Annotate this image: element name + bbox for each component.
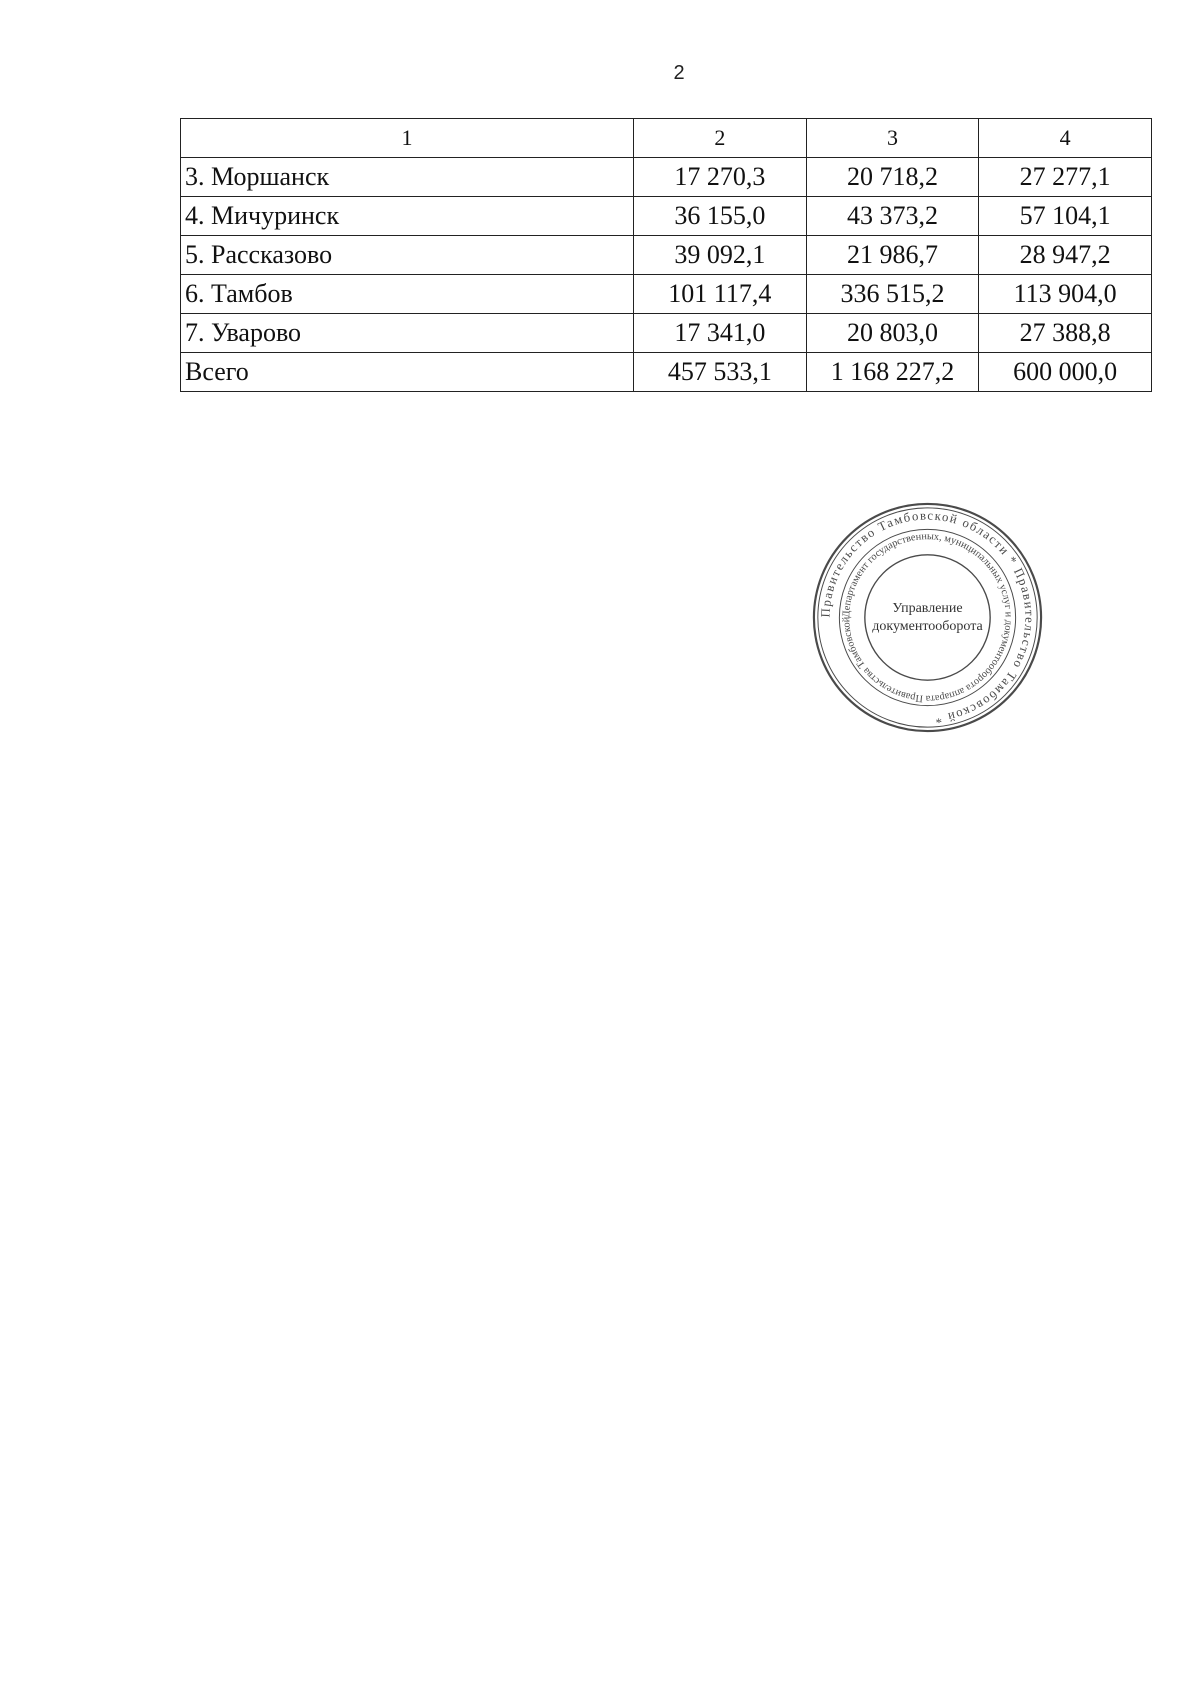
- table-cell-total-value: 1 168 227,2: [806, 353, 979, 392]
- page-number: 2: [673, 62, 685, 84]
- table-header-cell: 1: [181, 119, 634, 158]
- table-header-row: [181, 119, 1152, 158]
- stamp-center-line2: документооборота: [872, 618, 983, 634]
- table-cell-city: 4. Мичуринск: [181, 197, 634, 236]
- table-cell-value: 43 373,2: [806, 197, 979, 236]
- table-cell-value: 101 117,4: [633, 275, 806, 314]
- table-cell-total-value: 600 000,0: [979, 353, 1152, 392]
- table-total-row: [181, 353, 1152, 392]
- table-cell-value: 20 803,0: [806, 314, 979, 353]
- table-header-cell: 2: [633, 119, 806, 158]
- table-cell-value: 336 515,2: [806, 275, 979, 314]
- table-cell-city: 3. Моршанск: [181, 158, 634, 197]
- table-cell-value: 39 092,1: [633, 236, 806, 275]
- table-cell-value: 113 904,0: [979, 275, 1152, 314]
- table-cell-value: 27 277,1: [979, 158, 1152, 197]
- table-row: [181, 158, 1152, 197]
- stamp-center-line1: Управление: [892, 600, 963, 616]
- table-cell-value: 57 104,1: [979, 197, 1152, 236]
- table-cell-city: 6. Тамбов: [181, 275, 634, 314]
- stamp-inner-text: Департамент государственных, муниципальных услуг и документооборота аппарата Правительства Тамбовской: [841, 531, 1014, 704]
- table-cell-city: 7. Уварово: [181, 314, 634, 353]
- table-header-cell: 3: [806, 119, 979, 158]
- table-cell-city: 5. Рассказово: [181, 236, 634, 275]
- data-table: [180, 118, 1152, 392]
- table-row: [181, 275, 1152, 314]
- table-cell-value: 28 947,2: [979, 236, 1152, 275]
- table-cell-value: 20 718,2: [806, 158, 979, 197]
- table-cell-value: 17 341,0: [633, 314, 806, 353]
- table-cell-total-value: 457 533,1: [633, 353, 806, 392]
- table-cell-value: 17 270,3: [633, 158, 806, 197]
- table-row: [181, 197, 1152, 236]
- stamp-center-text: [868, 600, 988, 636]
- table-row: [181, 314, 1152, 353]
- table-cell-value: 36 155,0: [633, 197, 806, 236]
- table-cell-total-label: Всего: [181, 353, 634, 392]
- stamp-outer-text: Правительство Тамбовской области * Правительство Тамбовской *: [818, 508, 1037, 727]
- table-header-cell: 4: [979, 119, 1152, 158]
- official-stamp: [810, 500, 1045, 735]
- table-row: [181, 236, 1152, 275]
- table-cell-value: 21 986,7: [806, 236, 979, 275]
- table-cell-value: 27 388,8: [979, 314, 1152, 353]
